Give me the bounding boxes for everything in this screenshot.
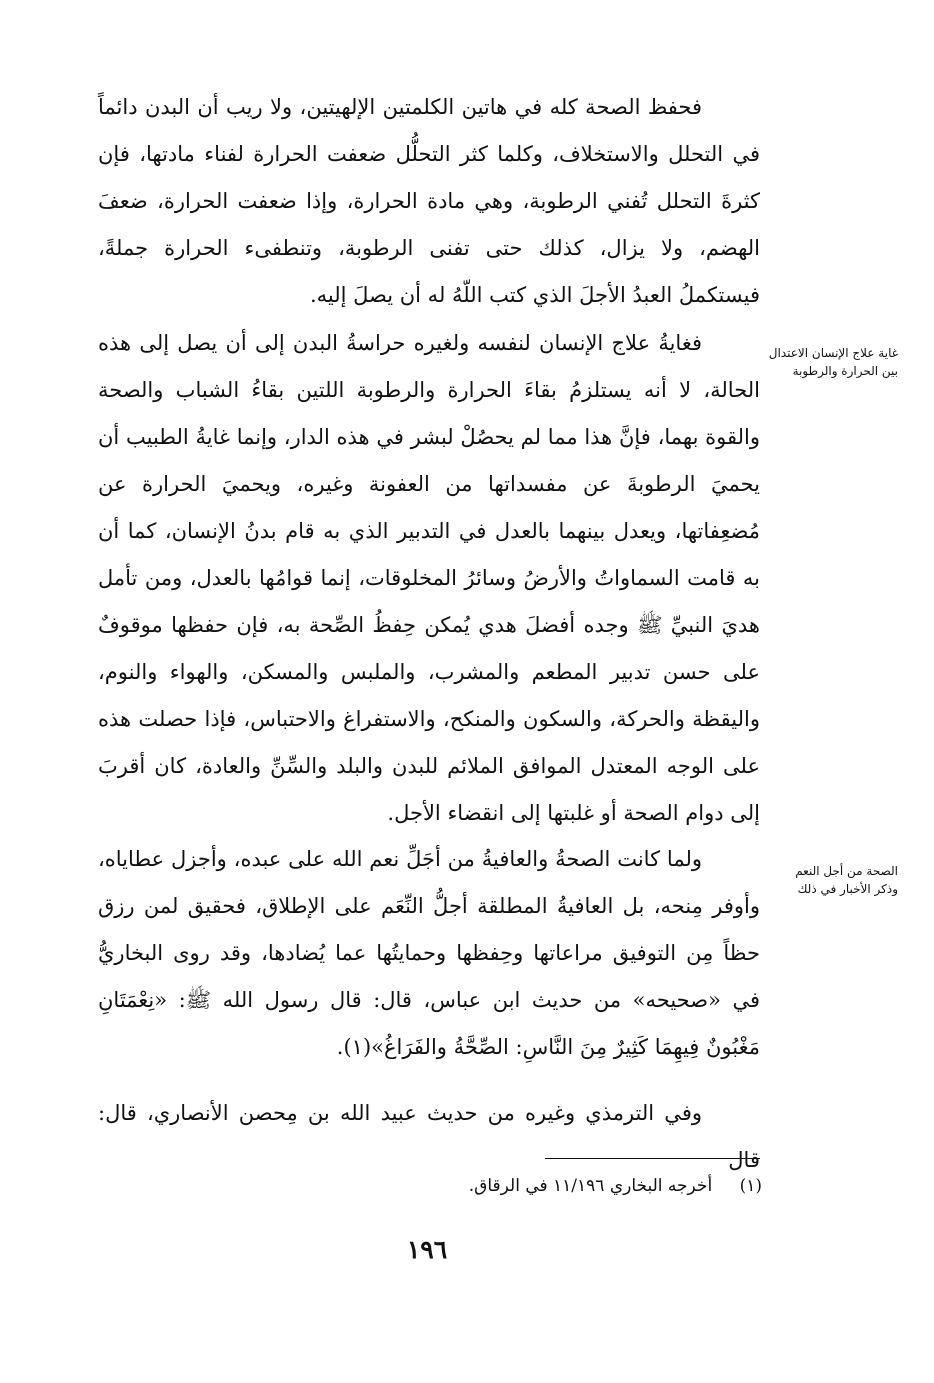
page-number: ١٩٦: [406, 1235, 448, 1264]
margin-note-treatment-goal: غاية علاج الإنسان الاعتدال بين الحرارة والرطوبة: [768, 346, 898, 378]
footnote-text: أخرجه البخاري ١١/١٩٦ في الرقاق.: [468, 1176, 713, 1196]
paragraph-health-blessing: ولما كانت الصحةُ والعافيةُ من أجَلِّ نعم الله على عبده، وأجزل عطاياه، وأوفر مِنحه، بل العافيةُ المطلقة أجلُّ النِّعَم على الإطلاق، فحقيق لمن رزق حظاً مِن التوفيق مراعاتها وحِفظها وحمايتُها عما يُضادها، وقد روى البخاريُّ في «صحيحه» من حديث ابن عباس، قال: قال رسول الله ﷺ: «نِعْمَتَانِ مَغْبُونٌ فِيهِمَا كَثِيرٌ مِنَ النَّاسِ: الصِّحَّةُ والفَرَاغُ»(١).: [98, 847, 760, 1059]
footnote-divider: [545, 1158, 760, 1159]
margin-note-health-blessing: الصحة من أجل النعم وذكر الأخبار في ذلك: [795, 864, 898, 896]
paragraph-tirmidhi: وفي الترمذي وغيره من حديث عبيد الله بن مِحصن الأنصاري، قال: قال: [98, 1101, 760, 1172]
footnote-marker: (١): [739, 1176, 762, 1196]
paragraph-treatment-goal: فغايةُ علاج الإنسان لنفسه ولغيره حراسةُ البدن إلى أن يصل إلى هذه الحالة، لا أنه يستلزمُ بقاءَ الحرارة والرطوبة اللتين بقاءُ الشباب والصحة والقوة بهما، فإنَّ هذا مما لم يحصُلْ لبشر في هذه الدار، وإنما غايةُ الطبيب أن يحميَ الرطوبةَ عن مفسداتها من العفونة وغيره، ويحميَ الحرارة عن مُضعِفاتها، ويعدل بينهما بالعدل في التدبير الذي به قام بدنُ الإنسان، كما أن به قامت السماواتُ والأرضُ وسائرُ المخلوقات، إنما قوامُها بالعدل، ومن تأمل هديَ النبيِّ ﷺ وجده أفضلَ هدي يُمكن حِفظُ الصِّحة به، فإن حفظها موقوفٌ على حسن تدبير المطعم والمشرب، والملبس والمسكن، والهواء والنوم، واليقظة والحركة، والسكون والمنكح، والاستفراغ والاحتباس، فإذا حصلت هذه على الوجه المعتدل الموافق الملائم للبدن والبلد والسِّنِّ والعادة، كان أقربَ إلى دوام الصحة أو غلبتها إلى انقضاء الأجل.: [98, 331, 760, 825]
paragraph-health-preservation: فحفظ الصحة كله في هاتين الكلمتين الإلهيتين، ولا ريب أن البدن دائماً في التحلل والاستخلاف، وكلما كثر التحلُّل ضعفت الحرارة لفناء مادتها، فإن كثرةَ التحلل تُفني الرطوبة، وهي مادة الحرارة، وإذا ضعفت الحرارة، ضعفَ الهضم، ولا يزال، كذلك حتى تفنى الرطوبة، وتنطفىء الحرارة جملةً، فيستكملُ العبدُ الأجلَ الذي كتب اللّهُ له أن يصلَ إليه.: [98, 95, 760, 307]
footnote: [300, 1172, 762, 1200]
